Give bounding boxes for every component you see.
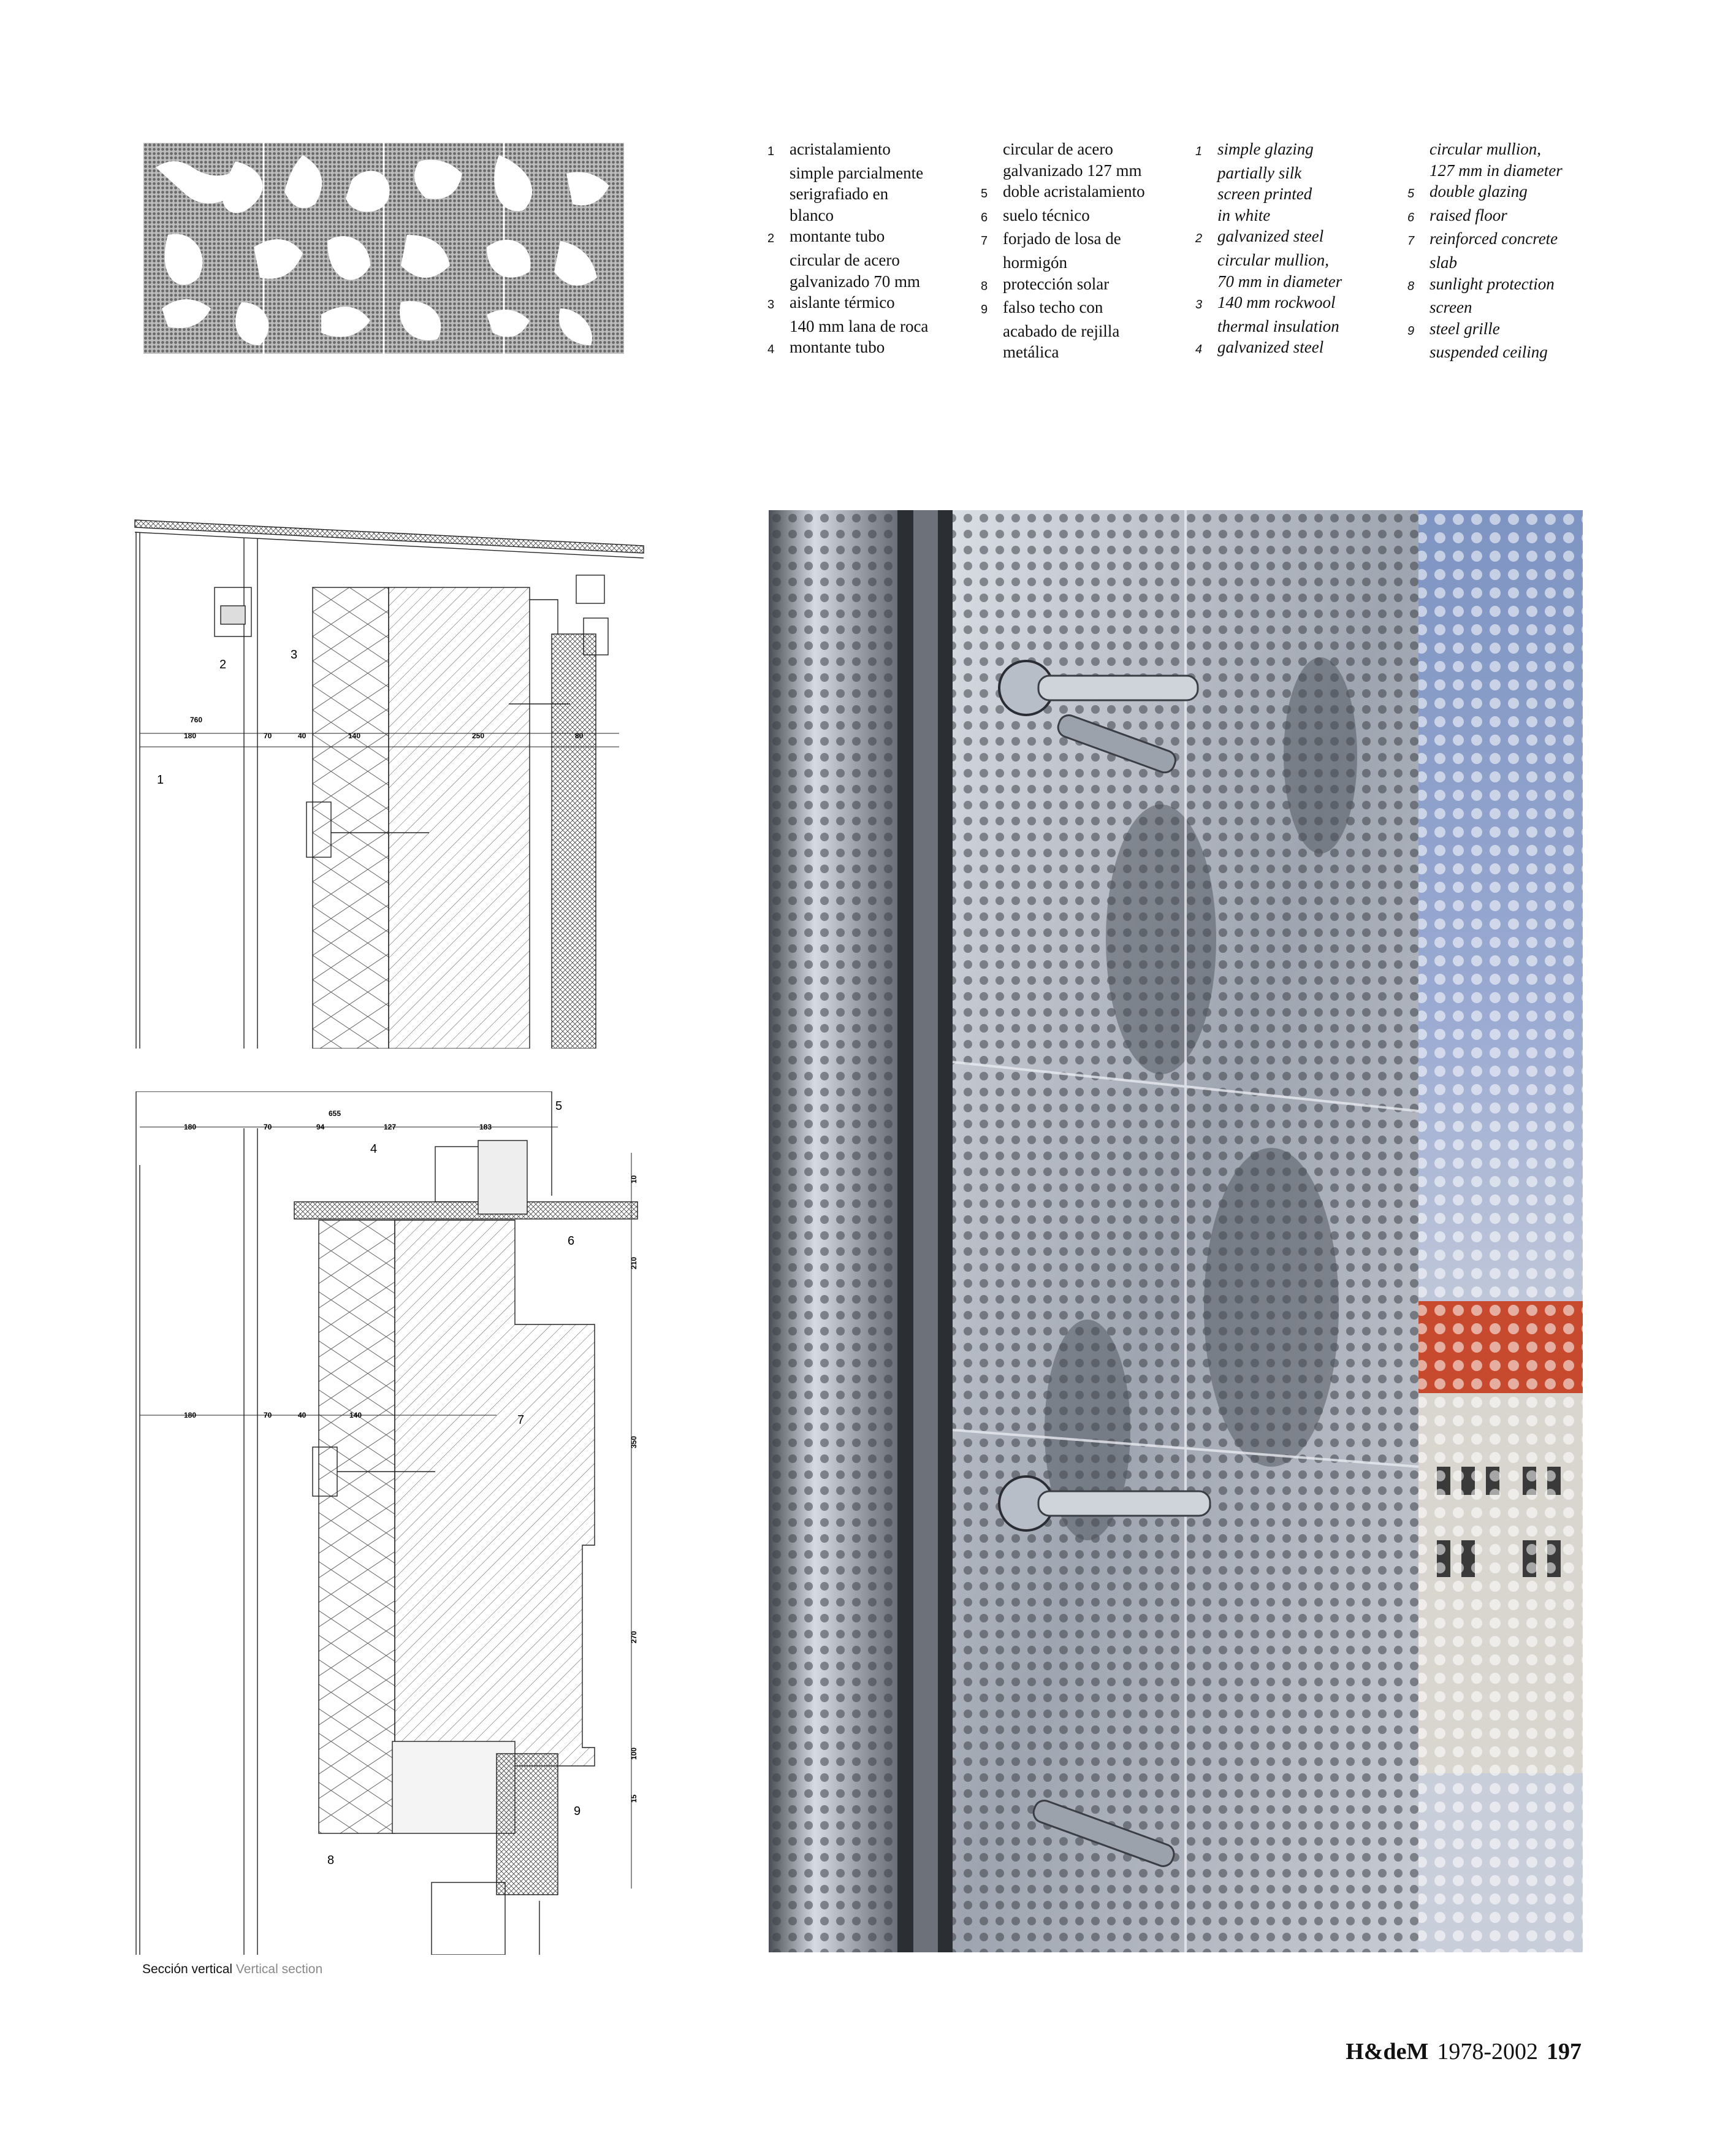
svg-text:655: 655 (329, 1109, 341, 1118)
footer-brand: H&deM (1346, 2039, 1429, 2065)
svg-text:210: 210 (630, 1256, 638, 1269)
footer-years: 1978-2002 (1437, 2039, 1538, 2065)
upper-callout-labels (157, 648, 297, 787)
svg-text:70: 70 (264, 1411, 272, 1419)
svg-text:2: 2 (219, 658, 227, 671)
svg-text:80: 80 (575, 732, 584, 740)
svg-text:180: 180 (184, 1123, 197, 1131)
svg-text:127: 127 (384, 1123, 397, 1131)
legend-english-column-1: 1 simple glazing partially silk screen printed in white 2 galvanized steel circular mullion, 70 mm in diameter 3 140 mm rockwool thermal insulation 4 galvanized steel (1195, 140, 1342, 357)
svg-text:3: 3 (291, 648, 298, 662)
svg-text:6: 6 (568, 1234, 575, 1248)
svg-text:7: 7 (517, 1413, 525, 1427)
vertical-section-lower-drawing (129, 1091, 668, 1955)
svg-text:8: 8 (327, 1854, 335, 1867)
caption-english: Vertical section (235, 1962, 323, 1976)
page-number: 197 (1547, 2039, 1582, 2065)
svg-text:9: 9 (574, 1805, 581, 1818)
page-footer (1346, 2038, 1582, 2065)
facade-photograph (769, 510, 1583, 1952)
svg-text:100: 100 (630, 1747, 638, 1760)
svg-text:140: 140 (349, 1411, 362, 1419)
legend-english-column-2: circular mullion, 127 mm in diameter 5 double glazing 6 raised floor 7 reinforced concrete slab 8 sunlight protection screen 9 steel grille suspended ceiling (1407, 140, 1563, 362)
svg-text:10: 10 (630, 1175, 638, 1183)
svg-text:270: 270 (630, 1630, 638, 1643)
svg-text:350: 350 (630, 1435, 638, 1448)
legend-spanish-column-1: 1 acristalamiento simple parcialmente serigrafiado en blanco 2 montante tubo circular de acero galvanizado 70 mm 3 aislante térmico 140 mm lana de roca 4 montante tubo (767, 140, 929, 357)
caption-spanish: Sección vertical (142, 1962, 233, 1976)
svg-text:760: 760 (190, 716, 203, 724)
svg-text:70: 70 (264, 1123, 272, 1131)
svg-text:40: 40 (298, 732, 306, 740)
legend-spanish-column-2: circular de acero galvanizado 127 mm 5 doble acristalamiento 6 suelo técnico 7 forjado de losa de hormigón 8 protección solar 9 falso techo con acabado de rejilla metálica (981, 140, 1145, 362)
svg-text:180: 180 (184, 732, 197, 740)
svg-text:5: 5 (555, 1099, 563, 1113)
svg-text:70: 70 (264, 732, 272, 740)
svg-text:15: 15 (630, 1794, 638, 1803)
silkscreen-pattern-sample (143, 143, 624, 354)
svg-text:180: 180 (184, 1411, 197, 1419)
svg-text:183: 183 (479, 1123, 492, 1131)
svg-text:94: 94 (316, 1123, 325, 1131)
svg-text:4: 4 (370, 1142, 378, 1156)
svg-text:1: 1 (157, 773, 164, 787)
svg-text:40: 40 (298, 1411, 306, 1419)
vertical-section-upper-drawing (129, 514, 668, 1049)
svg-text:250: 250 (472, 732, 485, 740)
drawing-caption (142, 1962, 322, 1977)
svg-text:140: 140 (348, 732, 361, 740)
